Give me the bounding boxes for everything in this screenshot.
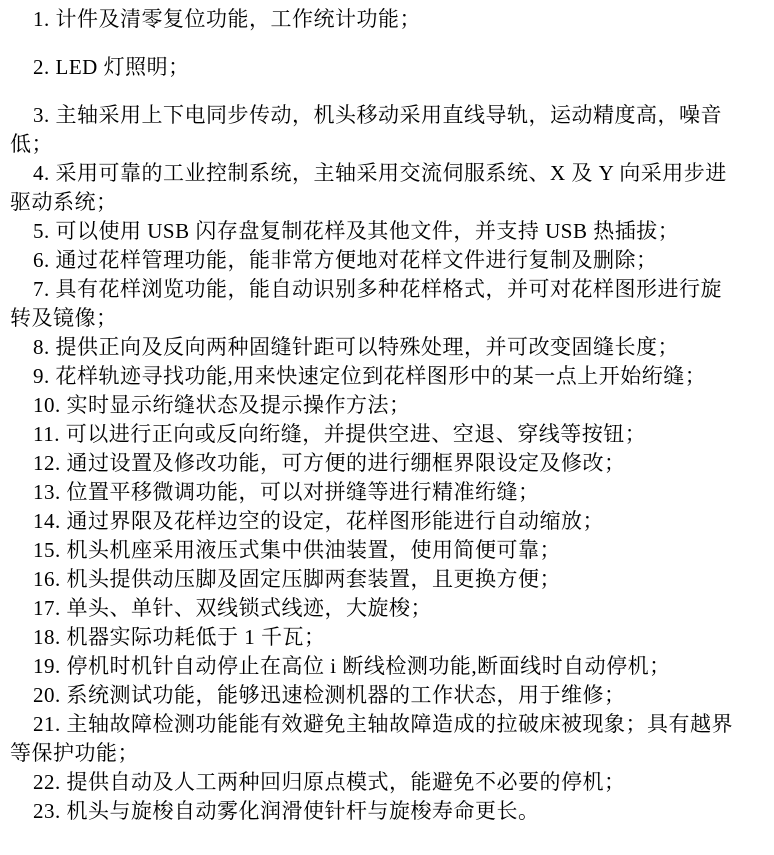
list-item-18: 18. 机器实际功耗低于 1 千瓦； xyxy=(33,625,326,649)
list-item-15: 15. 机头机座采用液压式集中供油装置，使用简便可靠； xyxy=(33,538,561,562)
list-item-12: 12. 通过设置及修改功能，可方便的进行绷框界限设定及修改； xyxy=(33,451,626,475)
list-item-6: 6. 通过花样管理功能，能非常方便地对花样文件进行复制及删除； xyxy=(33,248,658,272)
list-item-21: 21. 主轴故障检测功能能有效避免主轴故障造成的拉破床被现象；具有越界等保护功能； xyxy=(10,712,733,765)
list-item-3: 3. 主轴采用上下电同步传动，机头移动采用直线导轨，运动精度高，噪音低； xyxy=(10,103,722,156)
list-item-19: 19. 停机时机针自动停止在高位 i 断线检测功能,断面线时自动停机； xyxy=(33,654,671,678)
list-item-20: 20. 系统测试功能，能够迅速检测机器的工作状态，用于维修； xyxy=(33,683,626,707)
list-item-23: 23. 机头与旋梭自动雾化润滑使针杆与旋梭寿命更长。 xyxy=(33,799,540,823)
list-item-14: 14. 通过界限及花样边空的设定，花样图形能进行自动缩放； xyxy=(33,509,604,533)
list-item-16: 16. 机头提供动压脚及固定压脚两套装置，且更换方便； xyxy=(33,567,561,591)
list-item-7: 7. 具有花样浏览功能，能自动识别多种花样格式，并可对花样图形进行旋转及镜像； xyxy=(10,277,722,330)
list-item-5: 5. 可以使用 USB 闪存盘复制花样及其他文件，并支持 USB 热插拔； xyxy=(33,219,680,243)
list-item-8: 8. 提供正向及反向两种固缝针距可以特殊处理，并可改变固缝长度； xyxy=(33,335,679,359)
list-item-11: 11. 可以进行正向或反向绗缝，并提供空进、空退、穿线等按钮； xyxy=(33,422,647,446)
list-item-13: 13. 位置平移微调功能，可以对拼缝等进行精准绗缝； xyxy=(33,480,540,504)
list-item-4: 4. 采用可靠的工业控制系统，主轴采用交流伺服系统、X 及 Y 向采用步进驱动系统； xyxy=(10,161,727,214)
list-item-2: 2. LED 灯照明； xyxy=(33,55,190,79)
list-item-9: 9. 花样轨迹寻找功能,用来快速定位到花样图形中的某一点上开始绗缝； xyxy=(33,364,707,388)
list-item-10: 10. 实时显示绗缝状态及提示操作方法； xyxy=(33,393,411,417)
list-item-1: 1. 计件及清零复位功能，工作统计功能； xyxy=(33,7,421,31)
list-item-22: 22. 提供自动及人工两种回归原点模式，能避免不必要的停机； xyxy=(33,770,626,794)
list-item-17: 17. 单头、单针、双线锁式线迹，大旋梭； xyxy=(33,596,432,620)
